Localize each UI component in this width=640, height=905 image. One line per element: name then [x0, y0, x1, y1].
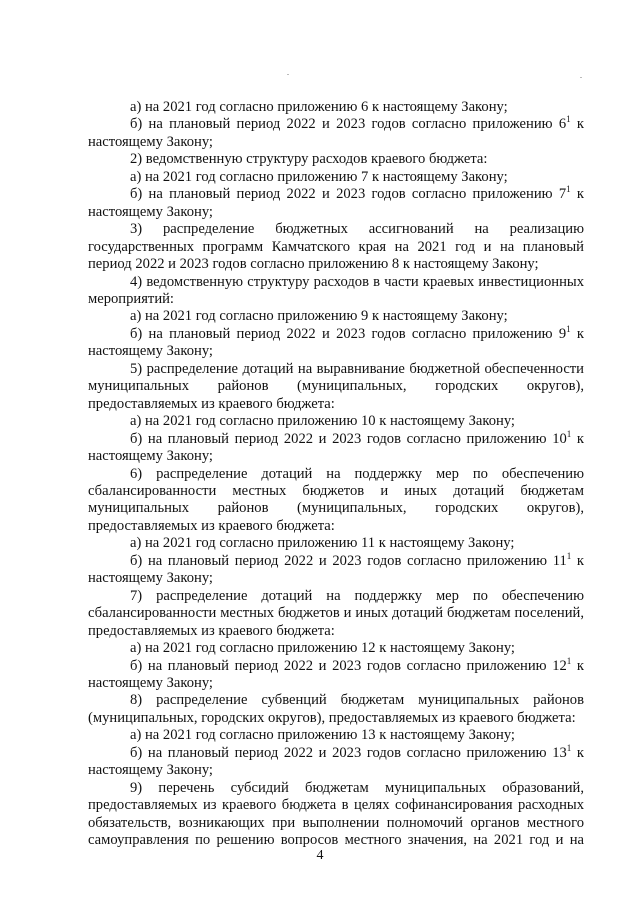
paragraph: а) на 2021 год согласно приложению 13 к настоящему Закону; [130, 727, 515, 744]
paragraph: б) на плановый период 2022 и 2023 годов согласно приложению $7^1$ к настоящему Закону; [88, 184, 584, 220]
paragraph: б) на плановый период 2022 и 2023 годов согласно приложению $9^1$ к настоящему Закону; [88, 324, 584, 360]
scan-speck [580, 77, 582, 78]
paragraph: б) на плановый период 2022 и 2023 годов согласно приложению $6^1$ к настоящему Закону; [88, 114, 584, 150]
paragraph: а) на 2021 год согласно приложению 7 к настоящему Закону; [130, 168, 508, 185]
paragraph: а) на 2021 год согласно приложению 12 к настоящему Закону; [130, 640, 515, 657]
paragraph: 2) ведомственную структуру расходов краевого бюджета: [130, 151, 488, 168]
paragraph: б) на плановый период 2022 и 2023 годов согласно приложению $12^1$ к настоящему Закону; [88, 655, 584, 691]
paragraph: 6) распределение дотаций на поддержку мер по обеспечению сбалансированности местных бюджетов и иных дотаций бюджетам муниципальных районов (муниципальных, городских округов), предоставляемых из краевого бюджета: [88, 465, 584, 534]
paragraph: б) на плановый период 2022 и 2023 годов согласно приложению $13^1$ к настоящему Закону; [88, 742, 584, 779]
paragraph: 8) распределение субвенций бюджетам муниципальных районов (муниципальных, городских округов), предоставляемых из краевого бюджета: [88, 692, 584, 726]
paragraph: 5) распределение дотаций на выравнивание бюджетной обеспеченности муниципальных районов (муниципальных, городских округов), предоставляемых из краевого бюджета: [88, 360, 584, 412]
paragraph: а) на 2021 год согласно приложению 6 к настоящему Закону; [130, 99, 508, 115]
paragraph: б) на плановый период 2022 и 2023 годов согласно приложению $10^1$ к настоящему Закону; [88, 428, 584, 465]
paragraph: 9) перечень субсидий бюджетам муниципальных образований, предоставляемых из краевого бюджета в целях софинансирования расходных обязательств, возникающих при выполнении полномочий органов местного самоуправления по решению вопросов местного значения, на 2021 год и на [88, 779, 584, 849]
paragraph: 3) распределение бюджетных ассигнований на реализацию государственных программ Камчатского края на 2021 год и на плановый период 2022 и 2023 годов согласно приложению 8 к настоящему Закону; [88, 221, 584, 273]
paragraph: б) на плановый период 2022 и 2023 годов согласно приложению $11^1$ к настоящему Закону; [88, 550, 584, 587]
document-body [88, 99, 584, 849]
paragraph: а) на 2021 год согласно приложению 10 к настоящему Закону; [130, 413, 515, 430]
paragraph: а) на 2021 год согласно приложению 9 к настоящему Закону; [130, 308, 508, 325]
paragraph: 7) распределение дотаций на поддержку мер по обеспечению сбалансированности местных бюджетов и иных дотаций бюджетам поселений, предоставляемых из краевого бюджета: [88, 587, 584, 639]
paragraph: а) на 2021 год согласно приложению 11 к настоящему Закону; [130, 535, 515, 552]
scan-speck [287, 74, 289, 75]
paragraph: 4) ведомственную структуру расходов в части краевых инвестиционных мероприятий: [88, 273, 584, 307]
page-number: 4 [316, 848, 324, 863]
